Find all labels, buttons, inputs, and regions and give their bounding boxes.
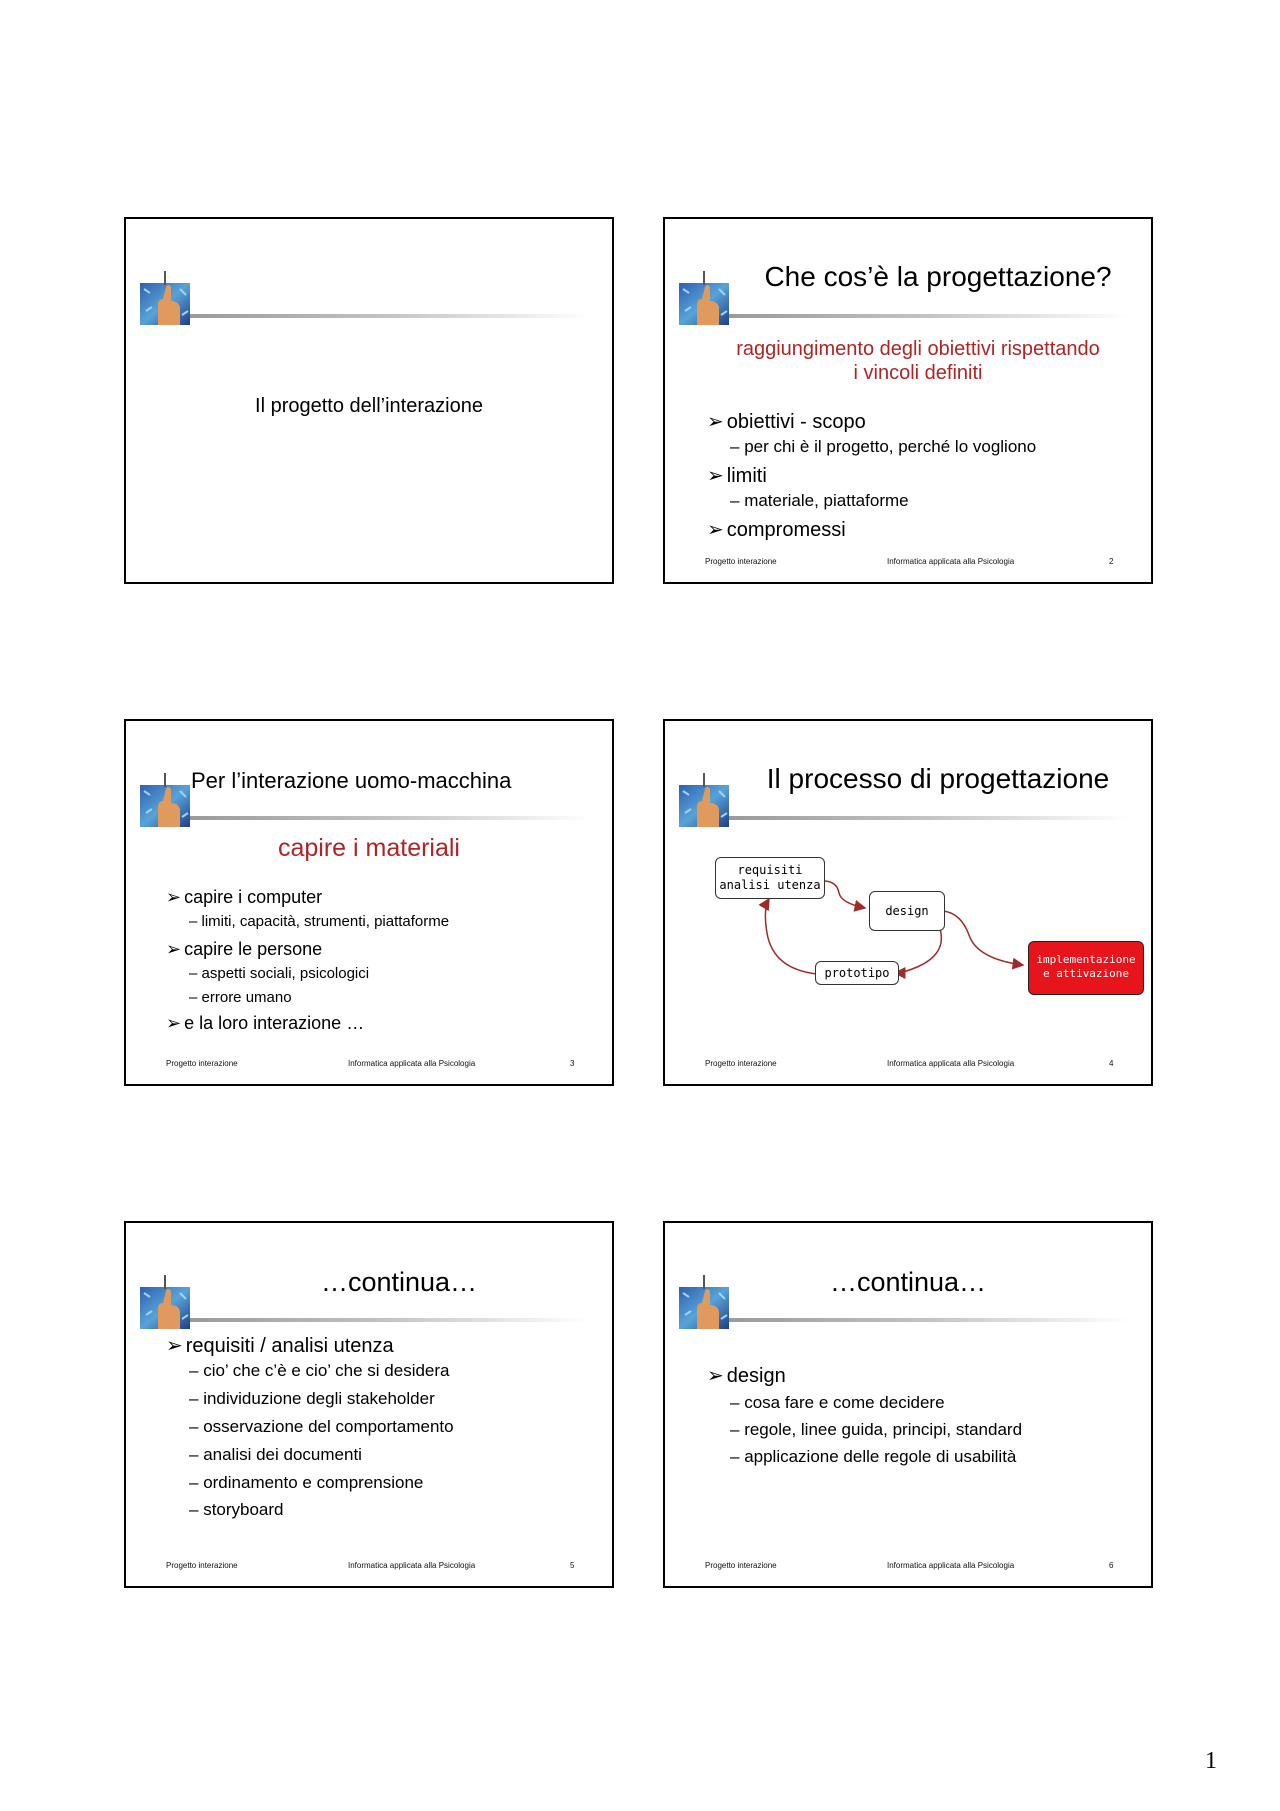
footer-left: Progetto interazione (705, 1059, 777, 1068)
arrow-bullet-icon: ➢ (166, 887, 182, 907)
sub-bullet: – individuzione degli stakeholder (189, 1389, 435, 1408)
sub-bullet: – per chi è il progetto, perché lo vogliono (730, 437, 1037, 456)
sub-bullet: – storyboard (189, 1500, 284, 1519)
slide-4 (663, 719, 1153, 1086)
bullet (707, 463, 767, 488)
arrow-bullet-icon: ➢ (166, 1013, 182, 1033)
footer-center: Informatica applicata alla Psicologia (348, 1561, 476, 1570)
node-label: e attivazione (1042, 967, 1130, 980)
node-label: requisiti (737, 863, 803, 877)
hand-logo-icon (140, 773, 190, 827)
sub-bullet: – analisi dei documenti (189, 1445, 362, 1464)
footer-left: Progetto interazione (166, 1059, 238, 1068)
footer-left: Progetto interazione (705, 1561, 777, 1570)
bullet-text: capire le persone (184, 939, 323, 959)
bullet-text: design (726, 1365, 786, 1387)
node-implementazione (1028, 941, 1144, 995)
sub-bullet-text: cio’ che c’è e cio’ che si desidera (203, 1361, 450, 1380)
sub-bullet: – ordinamento e comprensione (189, 1473, 424, 1492)
sub-bullet-text: materiale, piattaforme (744, 491, 909, 510)
sub-bullet-text: applicazione delle regole di usabilità (744, 1447, 1017, 1466)
sub-bullet-text: osservazione del comportamento (203, 1417, 454, 1436)
bullet (166, 887, 322, 908)
bullet-text: e la loro interazione … (184, 1013, 365, 1033)
sub-bullet-text: regole, linee guida, principi, standard (744, 1420, 1023, 1439)
hand-logo-icon (679, 271, 729, 325)
slide-subtitle: raggiungimento degli obiettivi rispettando (736, 338, 1100, 360)
sub-bullet: – cio’ che c’è e cio’ che si desidera (189, 1361, 450, 1380)
sub-bullet-text: aspetti sociali, psicologici (201, 965, 370, 982)
sub-bullet-text: ordinamento e comprensione (203, 1473, 424, 1492)
bullet-text: requisiti / analisi utenza (185, 1335, 394, 1357)
title-rule (729, 1318, 1129, 1322)
slide-title: Il processo di progettazione (766, 763, 1110, 794)
slide-title: Che cos’è la progettazione? (764, 261, 1112, 292)
sub-bullet-text: storyboard (203, 1500, 284, 1519)
sub-bullet: – osservazione del comportamento (189, 1417, 454, 1436)
title-rule (729, 314, 1129, 318)
footer-left: Progetto interazione (705, 557, 777, 566)
slide-number: 2 (1109, 557, 1114, 566)
node-design (869, 891, 945, 931)
node-label: analisi utenza (719, 878, 821, 892)
node-prototipo (815, 961, 899, 985)
sub-bullet: – materiale, piattaforme (730, 491, 909, 510)
bullet (707, 517, 846, 542)
arrow-bullet-icon: ➢ (707, 465, 724, 487)
bullet (707, 1363, 786, 1388)
title-rule (190, 314, 590, 318)
slide-1 (124, 217, 614, 584)
sub-bullet: – errore umano (189, 989, 292, 1006)
sub-bullet: – cosa fare e come decidere (730, 1393, 945, 1412)
bullet (707, 409, 866, 434)
hand-logo-icon (140, 271, 190, 325)
slide-2 (663, 217, 1153, 584)
slide-number: 4 (1109, 1059, 1114, 1068)
sub-bullet: – limiti, capacità, strumenti, piattaforme (189, 913, 450, 930)
bullet-text: limiti (726, 465, 767, 487)
sub-bullet-text: per chi è il progetto, perché lo vogliono (744, 437, 1037, 456)
title-rule (190, 816, 590, 820)
node-label: design (885, 904, 929, 918)
slide-number: 5 (570, 1561, 575, 1570)
bullet (166, 1333, 394, 1358)
slide-title: …continua… (829, 1267, 987, 1297)
bullet (166, 939, 322, 960)
arrow-bullet-icon: ➢ (707, 1365, 724, 1387)
node-requisiti (715, 857, 825, 899)
slide-3 (124, 719, 614, 1086)
bullet (166, 1013, 364, 1034)
node-label: implementazione (1036, 953, 1136, 966)
slide-subtitle: capire i materiali (277, 834, 460, 862)
sub-bullet: – regole, linee guida, principi, standard (730, 1420, 1023, 1439)
slide-title: …continua… (320, 1267, 478, 1297)
arrow-bullet-icon: ➢ (166, 939, 182, 959)
bullet-text: capire i computer (184, 887, 323, 907)
bullet-text: obiettivi - scopo (726, 411, 866, 433)
slide-number: 3 (570, 1059, 575, 1068)
title-rule (190, 1318, 590, 1322)
sub-bullet-text: cosa fare e come decidere (744, 1393, 945, 1412)
sub-bullet-text: errore umano (201, 989, 292, 1006)
footer-center: Informatica applicata alla Psicologia (887, 1561, 1015, 1570)
footer-center: Informatica applicata alla Psicologia (887, 557, 1015, 566)
arrow-bullet-icon: ➢ (166, 1335, 183, 1357)
page-number: 1 (1205, 1748, 1217, 1774)
slide-subtitle: i vincoli definiti (853, 362, 983, 384)
slide-title: Il progetto dell’interazione (255, 395, 483, 417)
bullet-text: compromessi (726, 519, 846, 541)
footer-center: Informatica applicata alla Psicologia (887, 1059, 1015, 1068)
slide-6 (663, 1221, 1153, 1588)
sub-bullet: – applicazione delle regole di usabilità (730, 1447, 1017, 1466)
sub-bullet-text: limiti, capacità, strumenti, piattaforme (201, 913, 450, 930)
sub-bullet: – aspetti sociali, psicologici (189, 965, 370, 982)
slide-number: 6 (1109, 1561, 1114, 1570)
footer-center: Informatica applicata alla Psicologia (348, 1059, 476, 1068)
hand-logo-icon (140, 1275, 190, 1329)
slide-5 (124, 1221, 614, 1588)
footer-left: Progetto interazione (166, 1561, 238, 1570)
sub-bullet-text: individuzione degli stakeholder (203, 1389, 435, 1408)
node-label: prototipo (824, 966, 890, 980)
arrow-bullet-icon: ➢ (707, 411, 724, 433)
slide-title: Per l’interazione uomo-macchina (191, 768, 512, 793)
arrow-bullet-icon: ➢ (707, 519, 724, 541)
sub-bullet-text: analisi dei documenti (203, 1445, 362, 1464)
